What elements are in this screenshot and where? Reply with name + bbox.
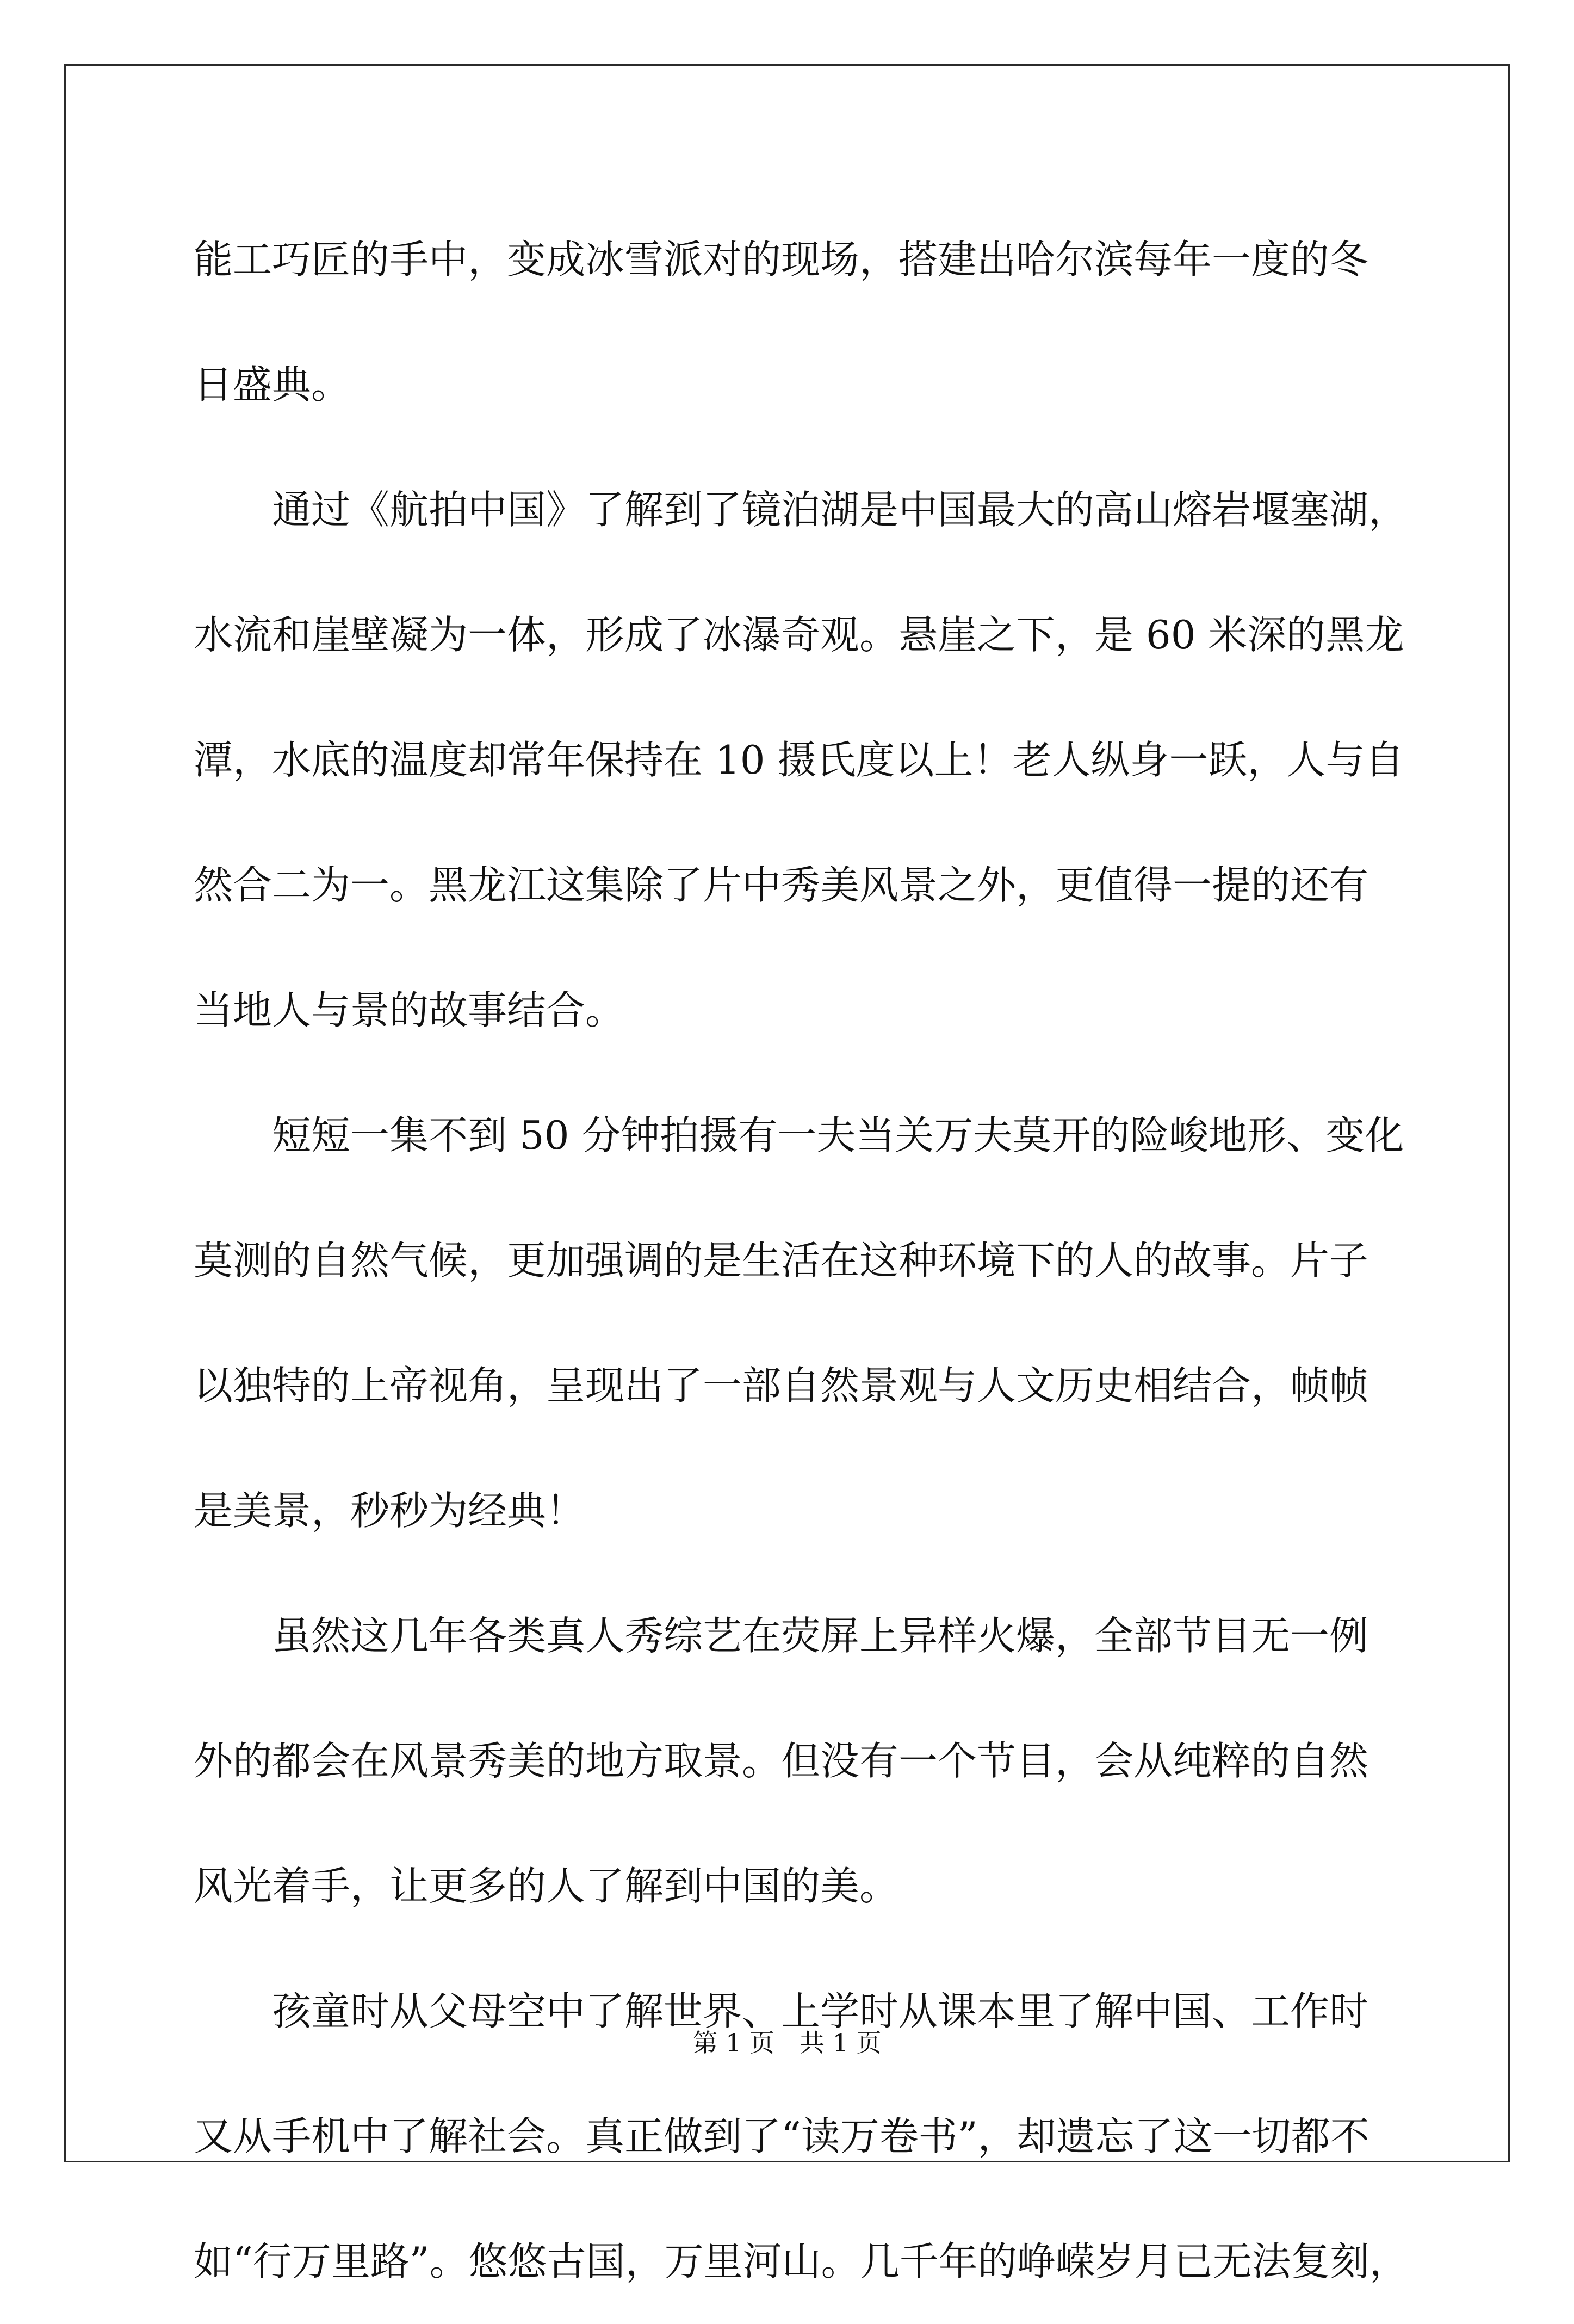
text-line: 如“行万里路”。悠悠古国，万里河山。几千年的峥嵘岁月已无法复刻， xyxy=(194,2239,1409,2284)
text-line: 莫测的自然气候，更加强调的是生活在这种环境下的人的故事。片子 xyxy=(194,1238,1369,1283)
text-line: 能工巧匠的手中，变成冰雪派对的现场，搭建出哈尔滨每年一度的冬 xyxy=(194,237,1369,282)
document-body xyxy=(194,197,1409,2324)
text-line: 通过《航拍中国》了解到了镜泊湖是中国最大的高山熔岩堰塞湖， xyxy=(194,487,1408,533)
text-line: 又从手机中了解社会。真正做到了“读万卷书”，却遗忘了这一切都不 xyxy=(194,2113,1369,2159)
text-line: 是美景，秒秒为经典！ xyxy=(194,1488,586,1534)
text-line: 外的都会在风景秀美的地方取景。但没有一个节目，会从纯粹的自然 xyxy=(194,1738,1369,1784)
page-footer xyxy=(0,2026,1574,2059)
text-line: 风光着手，让更多的人了解到中国的美。 xyxy=(194,1863,899,1909)
text-line: 以独特的上帝视角，呈现出了一部自然景观与人文历史相结合，帧帧 xyxy=(194,1363,1369,1408)
text-line: 潭，水底的温度却常年保持在 10 摄氏度以上！老人纵身一跃，人与自 xyxy=(194,737,1404,783)
text-line: 水流和崖壁凝为一体，形成了冰瀑奇观。悬崖之下，是 60 米深的黑龙 xyxy=(194,612,1404,658)
text-line: 当地人与景的故事结合。 xyxy=(194,987,625,1033)
page-number: 第 1 页 共 1 页 xyxy=(692,2028,882,2057)
text-line: 短短一集不到 50 分钟拍摄有一夫当关万夫莫开的险峻地形、变化 xyxy=(194,1112,1404,1158)
text-line: 然合二为一。黑龙江这集除了片中秀美风景之外，更值得一提的还有 xyxy=(194,862,1369,908)
text-line: 虽然这几年各类真人秀综艺在荧屏上异样火爆，全部节目无一例 xyxy=(194,1613,1369,1659)
text-line: 孩童时从父母空中了解世界、上学时从课本里了解中国、工作时 xyxy=(194,1988,1369,2034)
text-line: 日盛典。 xyxy=(194,362,351,407)
